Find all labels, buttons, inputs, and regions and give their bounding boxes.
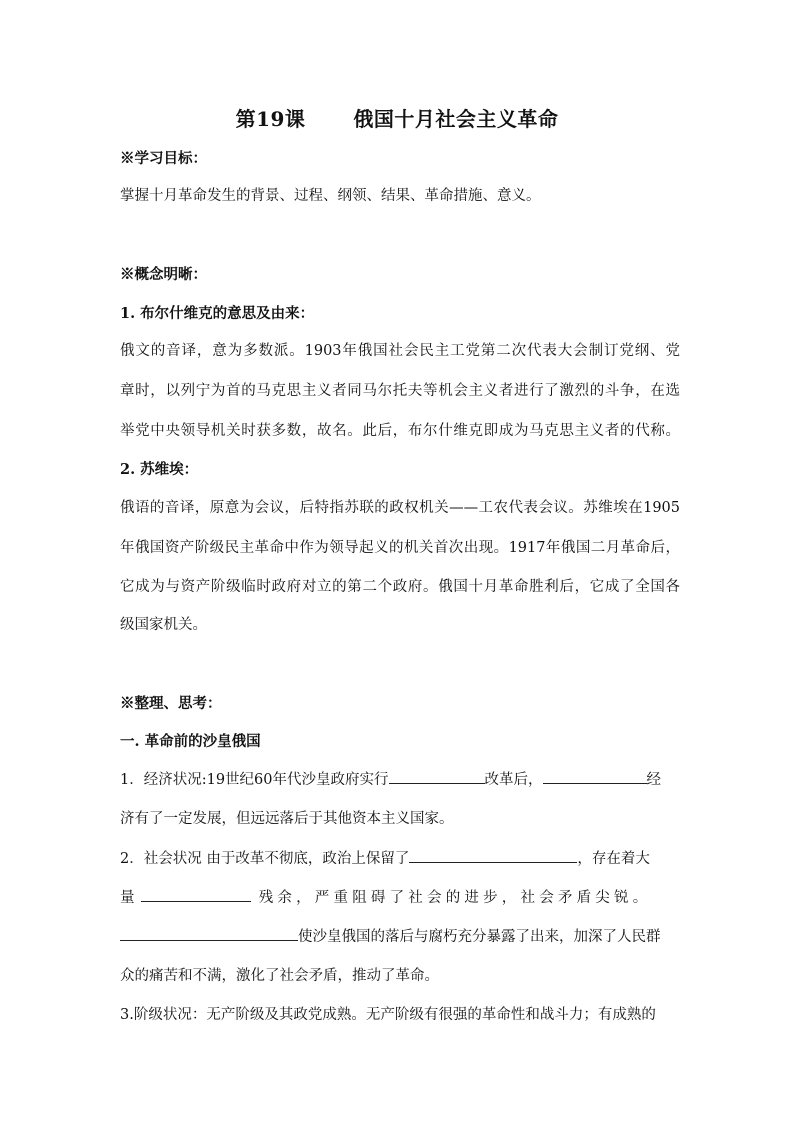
objectives-text: 掌握十月革命发生的背景、过程、纲领、结果、革命措施、意义。 — [120, 188, 541, 204]
concept-1-line: 俄文的音译，意为多数派。1903年俄国社会民主工党第二次代表大会制订党纲、党 — [120, 343, 680, 359]
concept-1-line: 举党中央领导机关时获多数，故名。此后，布尔什维克即成为马克思主义者的代称。 — [120, 423, 680, 439]
question-1-line: 济有了一定发展，但远远落后于其他资本主义国家。 — [120, 811, 454, 827]
question-1-text: 经 — [646, 772, 662, 788]
concept-1-line: 章时，以列宁为首的马克思主义者同马尔托夫等机会主义者进行了激烈的斗争，在选 — [120, 383, 680, 399]
question-3-line: 3.阶级状况：无产阶级及其政党成熟。无产阶级有很强的革命性和战斗力；有成熟的 — [120, 1007, 656, 1023]
question-1-text: 改革后， — [484, 772, 543, 788]
concept-2-line: 俄语的音译，原意为会议，后特指苏联的政权机关——工农代表会议。苏维埃在1905 — [120, 500, 680, 516]
question-2-text: 量 — [120, 890, 139, 906]
concept-2-heading: 2. 苏维埃： — [120, 461, 199, 478]
question-2-text: 2．社会状况 由于改革不彻底，政治上保留了 — [120, 851, 410, 867]
fill-blank[interactable] — [141, 887, 251, 902]
fill-blank[interactable] — [409, 848, 577, 863]
lesson-number: 第19课 — [235, 107, 306, 131]
fill-blank[interactable] — [543, 769, 647, 784]
question-1-text: 1．经济状况:19世纪60年代沙皇政府实行 — [120, 772, 389, 788]
objectives-heading: ※学习目标： — [120, 150, 207, 167]
page-title — [0, 103, 794, 132]
concepts-heading: ※概念明晰： — [120, 266, 207, 283]
question-2-text: 残余，严重阻碍了社会的进步，社会矛盾尖锐。 — [258, 890, 652, 906]
section-1-heading: 一. 革命前的沙皇俄国 — [120, 733, 261, 750]
question-2-text: 使沙皇俄国的落后与腐朽充分暴露了出来，加深了人民群 — [298, 929, 661, 945]
lesson-topic: 俄国十月社会主义革命 — [353, 107, 559, 131]
question-2-line — [120, 925, 680, 946]
concept-2-line: 它成为与资产阶级临时政府对立的第二个政府。俄国十月革命胜利后，它成了全国各 — [120, 579, 680, 595]
concept-2-line: 级国家机关。 — [120, 617, 207, 633]
question-2-line — [120, 886, 680, 907]
fill-blank[interactable] — [120, 926, 298, 941]
fill-blank[interactable] — [389, 769, 485, 784]
concept-1-heading: 1. 布尔什维克的意思及由来： — [120, 305, 315, 322]
question-2-text: ，存在着大 — [577, 851, 650, 867]
question-2-line — [120, 847, 680, 868]
review-heading: ※整理、思考： — [120, 695, 222, 712]
question-1-line — [120, 768, 680, 789]
question-2-line: 众的痛苦和不满，激化了社会矛盾，推动了革命。 — [120, 968, 439, 984]
concept-2-line: 年俄国资产阶级民主革命中作为领导起义的机关首次出现。1917年俄国二月革命后， — [120, 540, 680, 556]
